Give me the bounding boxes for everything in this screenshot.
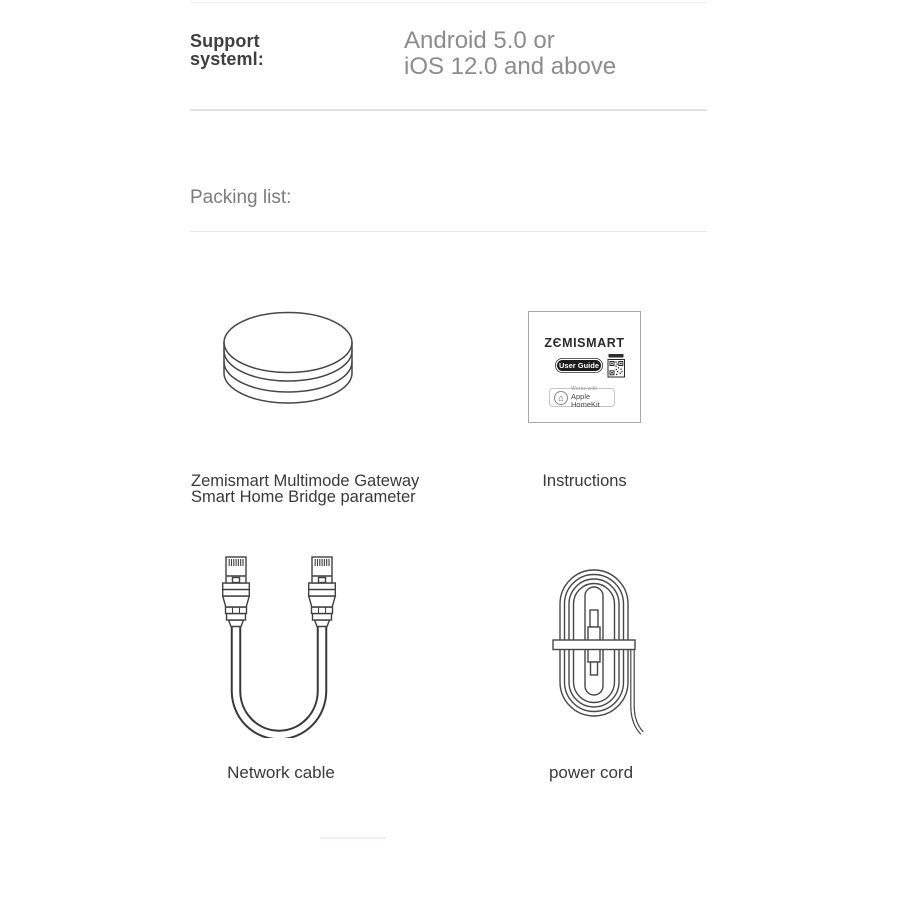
user-guide-card — [528, 311, 641, 423]
packing-list-heading: Packing list: — [190, 187, 292, 208]
next-section-edge — [320, 837, 386, 839]
coiled-cord-illustration — [552, 566, 648, 742]
support-label-line2: systeml: — [190, 48, 264, 69]
works-with-label: Works with — [571, 385, 598, 392]
support-system-value — [404, 28, 616, 79]
ethernet-cable-illustration — [222, 556, 338, 738]
support-label-line1: Support — [190, 31, 260, 51]
gateway-caption-line2: Smart Home Bridge parameter — [191, 487, 416, 506]
qr-code-icon — [606, 353, 627, 379]
network-cable-caption: Network cable — [227, 763, 335, 782]
gateway-illustration — [222, 311, 354, 407]
home-icon: ⌂ — [554, 391, 568, 405]
power-cord-caption: power cord — [548, 763, 634, 782]
support-system-label — [190, 33, 264, 68]
user-guide-pill: User Guide — [558, 361, 599, 370]
apple-homekit-badge — [549, 385, 615, 409]
support-value-line2: iOS 12.0 and above — [404, 52, 617, 80]
support-value-line1: Android 5.0 or — [404, 27, 555, 54]
top-divider — [190, 2, 707, 3]
instructions-caption: Instructions — [542, 472, 627, 490]
section-divider-2 — [190, 231, 707, 232]
apple-homekit-label: Apple HomeKit — [571, 391, 600, 409]
section-divider-1 — [190, 109, 707, 111]
zemismart-logo: ZЄMISMART — [544, 336, 625, 350]
gateway-caption-line1: Zemismart Multimode Gateway — [191, 472, 420, 490]
gateway-caption — [191, 474, 431, 505]
